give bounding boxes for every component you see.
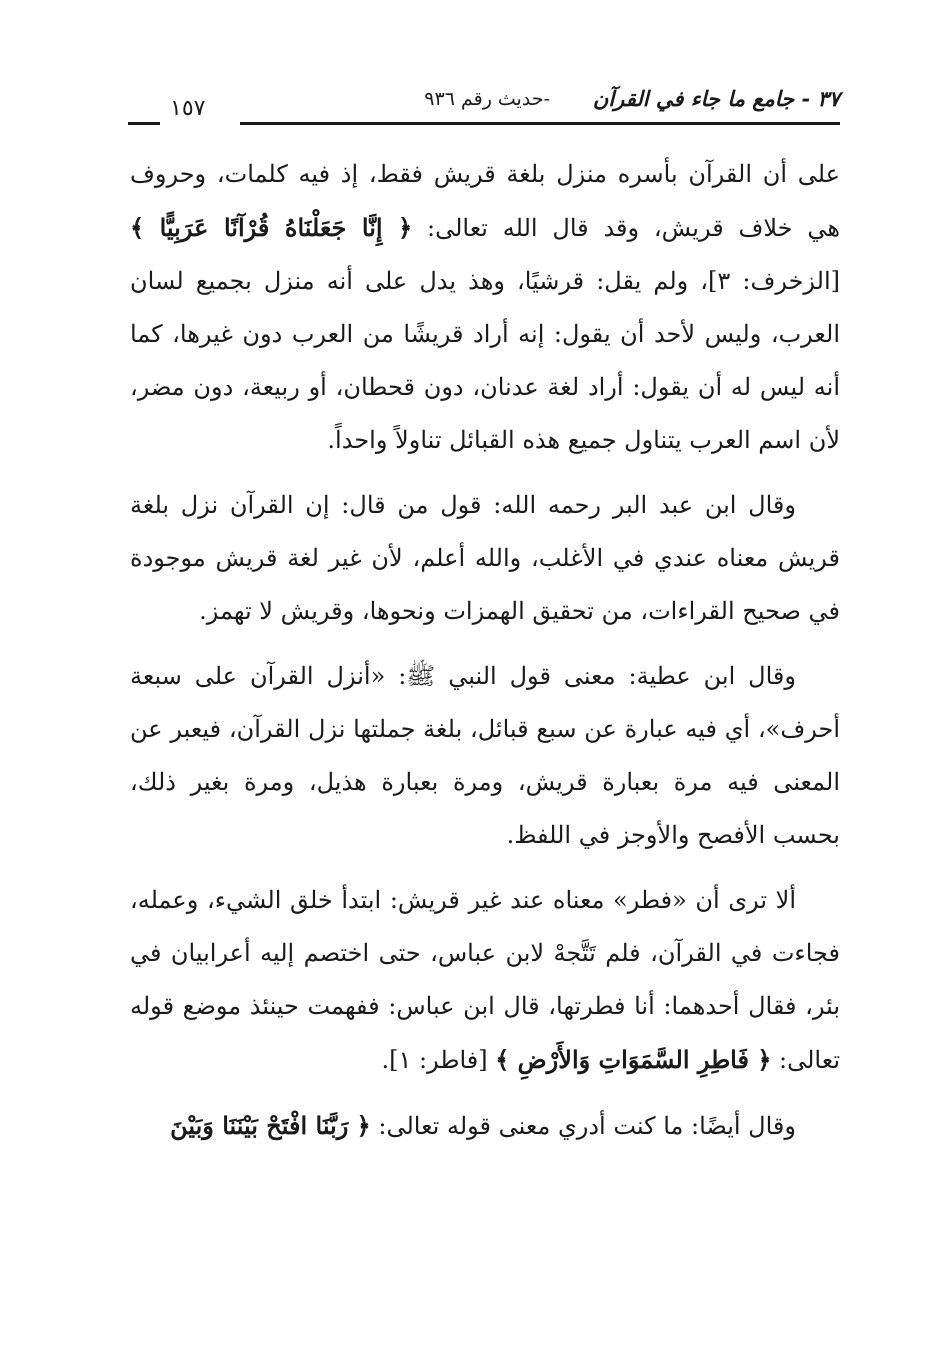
page-number-dash (128, 122, 160, 125)
body-text (130, 148, 840, 1165)
paragraph-p5 (130, 1099, 840, 1153)
paragraph-p3 (130, 650, 840, 862)
hadith-reference: -حديث رقم ٩٣٦ (424, 88, 550, 110)
text-segment: على أن القرآن بأسره منزل بلغة قريش فقط، إذ فيه كلمات، وحروف هي خلاف قريش، وقد قال الله تعالى: (130, 160, 841, 242)
quran-verse: ﴿ رَبَّنَا افْتَحْ بَيْنَنَا وَبَيْنَ (170, 1111, 371, 1140)
paragraph-p4 (130, 874, 840, 1087)
quran-verse: ﴿ إِنَّا جَعَلْنَاهُ قُرْآنًا عَرَبِيًّا ﴾ (130, 213, 413, 242)
page-number: ١٥٧ (170, 96, 206, 121)
text-segment: وقال ابن عبد البر رحمه الله: قول من قال: إن القرآن نزل بلغة قريش معناه عندي في الأغلب، والله أعلم، لأن غير لغة قريش موجودة في صحيح القراءات، من تحقيق الهمزات ونحوها، وقريش لا تهمز. (130, 491, 840, 625)
chapter-title: ٣٧ - جامع ما جاء في القرآن (592, 86, 840, 111)
text-segment: وقال ابن عطية: معنى قول النبي ﷺ: «أنزل القرآن على سبعة أحرف»، أي فيه عبارة عن سبع قبائل، بلغة جملتها نزل القرآن، فيعبر عن المعنى فيه مرة بعبارة قريش، ومرة بعبارة هذيل، ومرة بغير ذلك، بحسب الأفصح والأوجز في اللفظ. (130, 662, 840, 849)
paragraph-p1 (130, 148, 840, 467)
text-segment: [فاطر: ١]. (381, 1046, 496, 1074)
header-rule (240, 122, 840, 125)
running-header (128, 84, 840, 128)
paragraph-p2 (130, 479, 840, 638)
text-segment: وقال أيضًا: ما كنت أدري معنى قوله تعالى: (370, 1112, 796, 1140)
text-segment: [الزخرف: ٣]، ولم يقل: قرشيًا، وهذ يدل على أنه منزل بجميع لسان العرب، وليس لأحد أن يقول: إنه أراد قريشًا من العرب دون غيرها، كما أنه ليس له أن يقول: أراد لغة عدنان، دون قحطان، أو ربيعة، دون مضر، لأن اسم العرب يتناول جميع هذه القبائل تناولاً واحداً. (130, 267, 840, 454)
quran-verse: ﴿ فَاطِرِ السَّمَوَاتِ وَالأَرْضِ ﴾ (495, 1045, 772, 1074)
text-segment: ألا ترى أن «فطر» معناه عند غير قريش: ابتدأ خلق الشيء، وعمله، فجاءت في القرآن، فلم تَتَّجهْ لابن عباس، حتى اختصم إليه أعرابيان في بئر، فقال أحدهما: أنا فطرتها، قال ابن عباس: ففهمت حينئذ موضع قوله تعالى: (130, 886, 840, 1074)
